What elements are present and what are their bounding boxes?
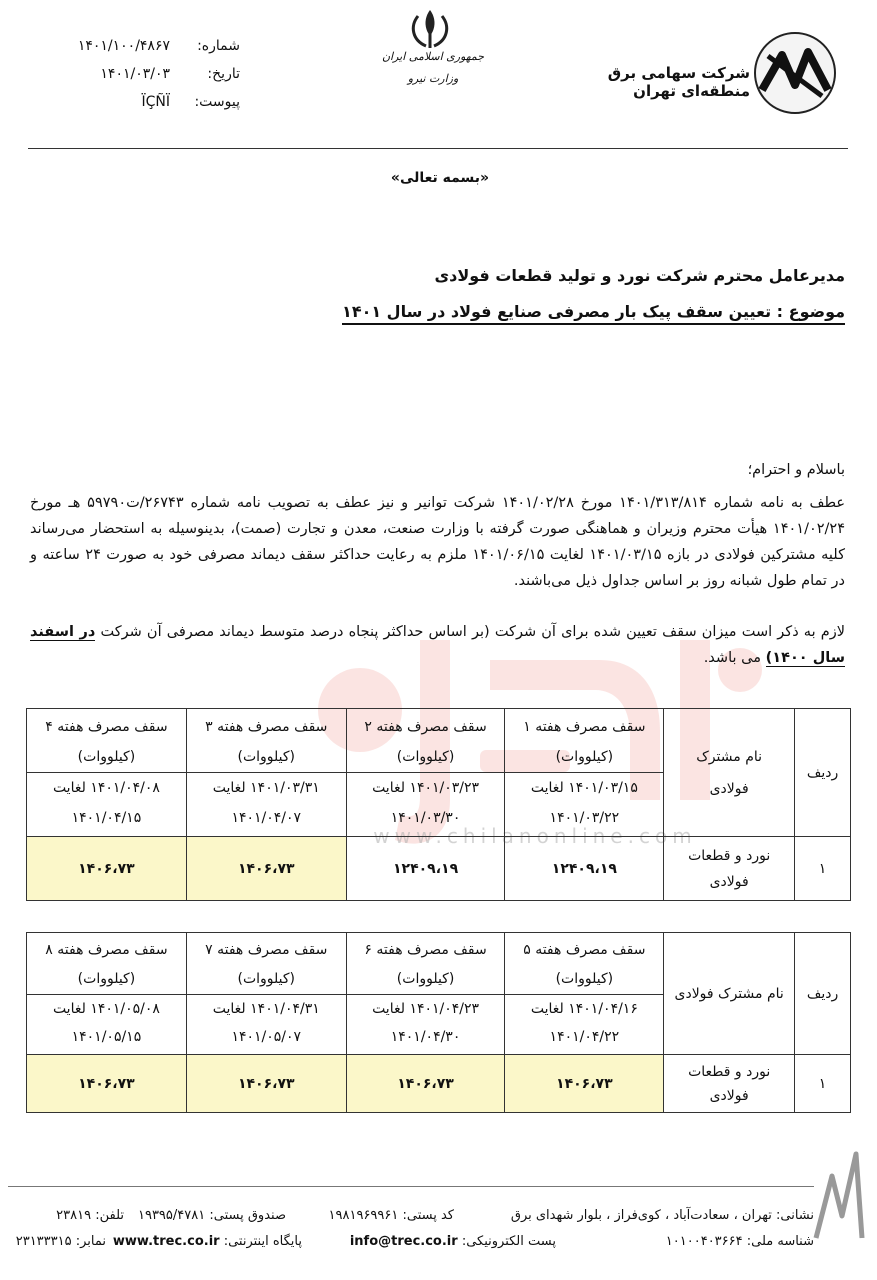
footer-national-id: شناسه ملی: ۱۰۱۰۰۴۰۳۶۶۴ (665, 1234, 814, 1249)
column-header-week-5 (505, 933, 664, 1055)
subject-line (145, 302, 845, 321)
week-2-from: ۱۴۰۱/۰۳/۲۳ لغایت (372, 780, 480, 796)
paragraph-2-emphasis: در اسفند سال ۱۴۰۰) (30, 624, 845, 666)
watermark-text: www.chilanonline.com (373, 824, 697, 848)
footer-email (350, 1234, 556, 1249)
week-8-to: ۱۴۰۱/۰۵/۱۵ (71, 1029, 142, 1045)
week-3-unit: (کیلووات) (237, 749, 296, 765)
week-4-title: سقف مصرف هفته ۴ (45, 719, 168, 735)
paragraph-2-text-b: می باشد. (703, 650, 766, 666)
letter-attachment (40, 94, 240, 116)
week-1-value: ۱۲۴۰۹،۱۹ (505, 837, 664, 901)
week-4-value: ۱۴۰۶،۷۳ (27, 837, 187, 901)
recipient: مدیرعامل محترم شرکت نورد و تولید قطعات فولادی (434, 266, 845, 285)
week-6-value: ۱۴۰۶،۷۳ (346, 1055, 505, 1113)
week-7-value: ۱۴۰۶،۷۳ (186, 1055, 346, 1113)
footer-phone: تلفن: ۲۳۸۱۹ (56, 1208, 124, 1223)
company-logo (752, 30, 838, 116)
row-number: ۱ (795, 837, 851, 901)
column-header-row-number: ردیف (795, 709, 851, 837)
attachment-label: پیوست: (194, 94, 240, 110)
attachment-value: ÏÇÑÏ (141, 94, 170, 110)
week-4-to: ۱۴۰۱/۰۴/۱۵ (71, 810, 142, 826)
column-header-week-7 (186, 933, 346, 1055)
customer-name-line2: فولادی (709, 873, 749, 890)
week-7-title: سقف مصرف هفته ۷ (205, 942, 328, 958)
week-3-from: ۱۴۰۱/۰۳/۳۱ لغایت (212, 780, 320, 796)
week-4-unit: (کیلووات) (77, 749, 136, 765)
paragraph-1: عطف به نامه شماره ۱۴۰۱/۳۱۳/۸۱۴ مورخ ۱۴۰۱/۰۲/۲۸ شرکت توانیر و نیز عطف به تصویب نامه شماره ۲۶۷۴۳/ت۵۹۷۹۰ هـ مورخ ۱۴۰۱/۰۲/۲۴ هیأت محترم وزیران و هماهنگی صورت گرفته با وزارت صنعت، معدن و تجارت (صمت)، بدینوسیله به استحضار می‌رساند کلیه مشترکین فولادی در بازه ۱۴۰۱/۰۳/۱۵ لغایت ۱۴۰۱/۰۶/۱۵ ملزم به رعایت حداکثر سقف دیماند مصرفی خود به صورت ۲۴ ساعته و در تمام طول شبانه روز بر اساس جداول ذیل می‌باشند. (30, 495, 846, 589)
week-8-title: سقف مصرف هفته ۸ (45, 942, 168, 958)
column-header-week-8 (27, 933, 187, 1055)
customer-name (664, 837, 795, 901)
number-label: شماره: (197, 38, 240, 54)
week-2-title: سقف مصرف هفته ۲ (364, 719, 487, 735)
week-2-to: ۱۴۰۱/۰۳/۳۰ (390, 810, 461, 826)
week-5-unit: (کیلووات) (555, 971, 614, 987)
customer-name-line2: فولادی (709, 1087, 749, 1104)
table-header-row (27, 933, 851, 1055)
table-row (27, 837, 851, 901)
week-1-from: ۱۴۰۱/۰۳/۱۵ لغایت (530, 780, 638, 796)
footer-email-label: پست الکترونیکی: (461, 1234, 556, 1249)
greeting: باسلام و احترام؛ (747, 462, 845, 478)
week-7-to: ۱۴۰۱/۰۵/۰۷ (231, 1029, 302, 1045)
customer-name-line1: نورد و قطعات (688, 847, 771, 864)
week-6-unit: (کیلووات) (396, 971, 455, 987)
table-header-row (27, 709, 851, 837)
footer-row-contact (15, 1234, 814, 1254)
week-8-from: ۱۴۰۱/۰۵/۰۸ لغایت (52, 1001, 160, 1017)
week-5-title: سقف مصرف هفته ۵ (523, 942, 646, 958)
footer-divider (8, 1186, 814, 1187)
footer-po-box: صندوق پستی: ۱۹۳۹۵/۴۷۸۱ (137, 1208, 286, 1223)
week-5-to: ۱۴۰۱/۰۴/۲۲ (549, 1029, 620, 1045)
week-8-unit: (کیلووات) (77, 971, 136, 987)
week-8-value: ۱۴۰۶،۷۳ (27, 1055, 187, 1113)
emblem-text-ministry: وزارت نیرو (407, 72, 459, 85)
column-header-week-3 (186, 709, 346, 837)
customer-header-line2: فولادی (709, 780, 749, 797)
row-number: ۱ (795, 1055, 851, 1113)
paragraph-2-text-a: لازم به ذکر است میزان سقف تعیین شده برای آن شرکت (بر اساس حداکثر پنجاه درصد متوسط دیماند مصرفی آن شرکت (95, 624, 846, 640)
number-value: ۱۴۰۱/۱۰۰/۴۸۶۷ (77, 38, 170, 54)
paragraph-2 (30, 619, 845, 671)
week-7-unit: (کیلووات) (237, 971, 296, 987)
letter-number (40, 38, 240, 60)
week-7-from: ۱۴۰۱/۰۴/۳۱ لغایت (212, 1001, 320, 1017)
footer-fax: نمابر: ۲۳۱۳۳۳۱۵ (15, 1234, 106, 1249)
column-header-week-2 (346, 709, 505, 837)
customer-name-line1: نورد و قطعات (688, 1063, 771, 1080)
column-header-customer (664, 709, 795, 837)
week-6-to: ۱۴۰۱/۰۴/۳۰ (390, 1029, 461, 1045)
emblem-text-republic: جمهوری اسلامی ایران (381, 50, 485, 63)
week-3-title: سقف مصرف هفته ۳ (205, 719, 328, 735)
week-6-title: سقف مصرف هفته ۶ (364, 942, 487, 958)
demand-table-weeks-5-8 (26, 932, 851, 1113)
column-header-week-4 (27, 709, 187, 837)
date-label: تاریخ: (207, 66, 240, 82)
footer-website-label: پایگاه اینترنتی: (223, 1234, 302, 1249)
week-4-from: ۱۴۰۱/۰۴/۰۸ لغایت (52, 780, 160, 796)
footer-email-value[interactable]: info@trec.co.ir (349, 1234, 458, 1249)
footer-logo-icon (812, 1146, 870, 1246)
column-header-week-1 (505, 709, 664, 837)
letter-date (40, 66, 240, 88)
week-2-value: ۱۲۴۰۹،۱۹ (346, 837, 505, 901)
week-1-to: ۱۴۰۱/۰۳/۲۲ (549, 810, 620, 826)
bismillah: «بسمه تعالی» (390, 170, 490, 186)
customer-name (664, 1055, 795, 1113)
company-name: شرکت سهامی برق منطقه‌ای تهران (607, 64, 750, 100)
week-3-to: ۱۴۰۱/۰۴/۰۷ (231, 810, 302, 826)
subject-text: موضوع : تعیین سقف پیک بار مصرفی صنایع فولاد در سال ۱۴۰۱ (342, 302, 845, 325)
week-5-value: ۱۴۰۶،۷۳ (505, 1055, 664, 1113)
footer-row-address (24, 1208, 814, 1228)
footer-postal-code: کد پستی: ۱۹۸۱۹۶۹۹۶۱ (328, 1208, 454, 1223)
column-header-customer: نام مشترک فولادی (664, 933, 795, 1055)
week-1-title: سقف مصرف هفته ۱ (523, 719, 646, 735)
customer-header-line1: نام مشترک (696, 748, 763, 765)
week-1-unit: (کیلووات) (555, 749, 614, 765)
week-3-value: ۱۴۰۶،۷۳ (186, 837, 346, 901)
column-header-row-number: ردیف (795, 933, 851, 1055)
week-2-unit: (کیلووات) (396, 749, 455, 765)
header-divider (28, 148, 848, 149)
column-header-week-6 (346, 933, 505, 1055)
week-6-from: ۱۴۰۱/۰۴/۲۳ لغایت (372, 1001, 480, 1017)
footer-website (113, 1234, 302, 1249)
table-row (27, 1055, 851, 1113)
date-value: ۱۴۰۱/۰۳/۰۳ (100, 66, 170, 82)
week-5-from: ۱۴۰۱/۰۴/۱۶ لغایت (530, 1001, 638, 1017)
demand-table-weeks-1-4 (26, 708, 851, 901)
footer-address: نشانی: تهران ، سعادت‌آباد ، کوی‌فراز ، بلوار شهدای برق (510, 1208, 814, 1223)
iran-emblem-icon (400, 6, 460, 52)
footer-website-value[interactable]: www.trec.co.ir (112, 1234, 220, 1249)
